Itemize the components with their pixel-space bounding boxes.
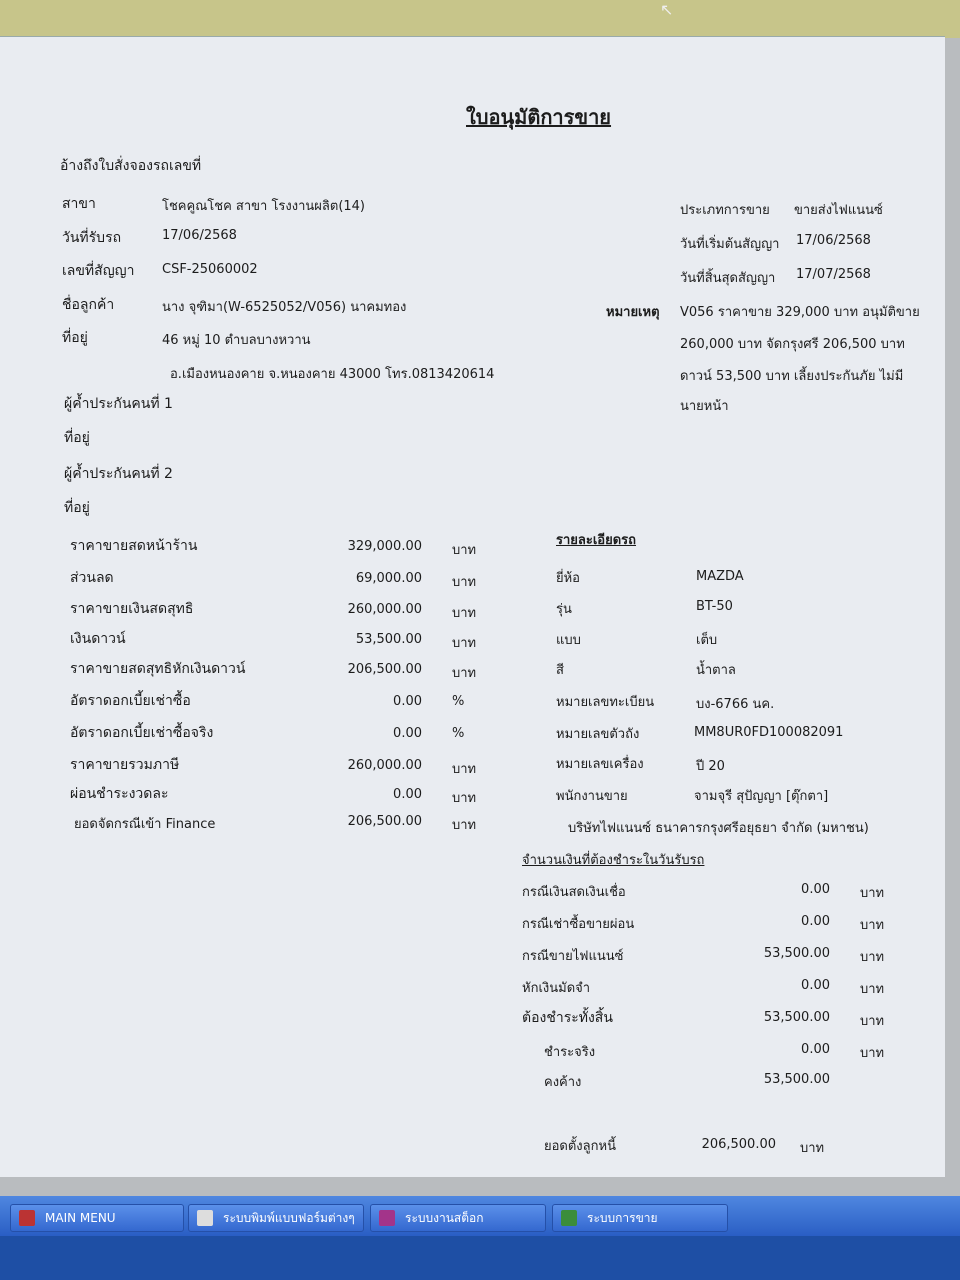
price-row-value: 53,500.00	[355, 632, 422, 647]
pay-row-value: 0.00	[801, 1042, 830, 1057]
price-row-label: ราคาขายสดหน้าร้าน	[70, 538, 198, 554]
car-row-value: เต็บ	[696, 633, 718, 648]
guarantor1-address-label: ที่อยู่	[64, 430, 90, 446]
guarantor2-label: ผู้ค้ำประกันคนที่ 2	[64, 466, 173, 482]
debt-unit: บาท	[800, 1141, 825, 1156]
price-row-value: 260,000.00	[347, 602, 422, 617]
receive-date-value: 17/06/2568	[162, 228, 237, 243]
pay-row-unit: บาท	[860, 982, 885, 997]
document-page	[0, 36, 945, 1177]
pay-row-label: คงค้าง	[544, 1075, 582, 1090]
price-row-label: อัตราดอกเบี้ยเช่าซื้อจริง	[70, 725, 214, 741]
price-row-unit: บาท	[452, 575, 477, 590]
branch-value: โชคคูณโชค สาขา โรงงานผลิต(14)	[162, 199, 366, 214]
sale-type-label: ประเภทการขาย	[680, 203, 770, 218]
pay-row-label: หักเงินมัดจำ	[522, 981, 591, 996]
car-row-label: แบบ	[556, 633, 581, 648]
price-row-unit: บาท	[452, 762, 477, 777]
contract-start-value: 17/06/2568	[796, 233, 871, 248]
pay-row-label: กรณีเช่าซื้อขายผ่อน	[522, 917, 635, 932]
car-row-value: จามจุรี สุปัญญา [ตุ๊กตา]	[694, 789, 829, 804]
pay-row-value: 0.00	[801, 978, 830, 993]
car-row-value: ปี 20	[696, 759, 725, 774]
car-row-value: BT-50	[696, 599, 733, 614]
price-row-value: 0.00	[393, 694, 422, 709]
car-details-title: รายละเอียดรถ	[556, 533, 637, 548]
car-row-label: ยี่ห้อ	[556, 571, 580, 586]
debt-value: 206,500.00	[701, 1137, 776, 1152]
pay-row-unit: บาท	[860, 918, 885, 933]
document-title: ใบอนุมัติการขาย	[466, 105, 612, 129]
spreadsheet-icon	[561, 1210, 577, 1226]
receive-date-label: วันที่รับรถ	[62, 230, 122, 246]
guarantor1-label: ผู้ค้ำประกันคนที่ 1	[64, 396, 173, 412]
taskbar-sales-system[interactable]	[552, 1204, 728, 1232]
price-row-unit: %	[452, 694, 465, 709]
customer-name-value: นาง จุฑิมา(W-6525052/V056) นาคมทอง	[162, 300, 407, 315]
remark-line: V056 ราคาขาย 329,000 บาท อนุมัติขาย	[680, 305, 920, 320]
price-row-unit: บาท	[452, 666, 477, 681]
price-row-unit: บาท	[452, 818, 477, 833]
car-row-label: หมายเลขทะเบียน	[556, 695, 655, 710]
sale-type-value: ขายส่งไฟแนนซ์	[794, 203, 883, 218]
taskbar-item-label: ระบบงานสต็อก	[405, 1211, 484, 1225]
car-row-label: หมายเลขเครื่อง	[556, 757, 644, 772]
pay-row-value: 0.00	[801, 914, 830, 929]
debt-label: ยอดตั้งลูกหนี้	[544, 1139, 616, 1154]
pay-row-value: 53,500.00	[763, 1072, 830, 1087]
car-row-label: สี	[556, 663, 564, 678]
car-row-value: น้ำตาล	[696, 663, 736, 678]
price-row-value: 0.00	[393, 726, 422, 741]
taskbar-main-menu[interactable]	[10, 1204, 184, 1232]
address-label: ที่อยู่	[62, 330, 88, 346]
mouse-cursor-icon: ↖	[660, 0, 674, 19]
contract-start-label: วันที่เริ่มต้นสัญญา	[680, 237, 780, 252]
remark-label: หมายเหตุ	[606, 305, 660, 320]
pay-row-label: ต้องชำระทั้งสิ้น	[522, 1010, 613, 1026]
price-row-value: 206,500.00	[347, 814, 422, 829]
price-row-label: ราคาขายสดสุทธิหักเงินดาวน์	[70, 661, 246, 677]
pay-row-label: กรณีขายไฟแนนซ์	[522, 949, 624, 964]
pay-row-value: 53,500.00	[763, 946, 830, 961]
contract-no-value: CSF-25060002	[162, 262, 258, 277]
remark-line: ดาวน์ 53,500 บาท เลี้ยงประกันภัย ไม่มี	[680, 369, 904, 384]
price-row-label: ยอดจัดกรณีเข้า Finance	[74, 817, 216, 832]
price-row-label: อัตราดอกเบี้ยเช่าซื้อ	[70, 693, 191, 709]
taskbar-item-label: ระบบพิมพ์แบบฟอร์มต่างๆ	[223, 1211, 355, 1225]
price-row-unit: %	[452, 726, 465, 741]
car-row-value: บง-6766 นค.	[696, 697, 775, 712]
payment-section-title: จำนวนเงินที่ต้องชำระในวันรับรถ	[522, 853, 705, 868]
price-row-label: ผ่อนชำระงวดละ	[70, 786, 169, 802]
price-row-unit: บาท	[452, 636, 477, 651]
taskbar-item-label: MAIN MENU	[45, 1211, 116, 1225]
pay-row-unit: บาท	[860, 1046, 885, 1061]
contract-end-value: 17/07/2568	[796, 267, 871, 282]
contract-no-label: เลขที่สัญญา	[62, 263, 135, 279]
document-icon	[197, 1210, 213, 1226]
pay-row-label: กรณีเงินสดเงินเชื่อ	[522, 885, 626, 900]
window-title-band	[0, 0, 960, 38]
taskbar-stock-system[interactable]	[370, 1204, 546, 1232]
price-row-label: เงินดาวน์	[70, 631, 126, 647]
car-row-label: รุ่น	[556, 602, 572, 617]
pay-row-unit: บาท	[860, 886, 885, 901]
pay-row-label: ชำระจริง	[544, 1045, 596, 1060]
remark-line: นายหน้า	[680, 399, 729, 414]
price-row-unit: บาท	[452, 606, 477, 621]
taskbar	[0, 1196, 960, 1280]
pay-row-unit: บาท	[860, 950, 885, 965]
taskbar-item-label: ระบบการขาย	[587, 1211, 658, 1225]
price-row-label: ราคาขายเงินสดสุทธิ	[70, 601, 194, 617]
taskbar-print-forms[interactable]	[188, 1204, 364, 1232]
pay-row-unit: บาท	[860, 1014, 885, 1029]
remark-line: 260,000 บาท จัดกรุงศรี 206,500 บาท	[680, 337, 905, 352]
car-row-label: พนักงานขาย	[556, 789, 628, 804]
price-row-unit: บาท	[452, 543, 477, 558]
car-row-label: หมายเลขตัวถัง	[556, 727, 640, 742]
finance-company: บริษัทไฟแนนซ์ ธนาคารกรุงศรีอยุธยา จำกัด (มหาชน)	[568, 821, 869, 836]
contract-end-label: วันที่สิ้นสุดสัญญา	[680, 271, 776, 286]
price-row-value: 69,000.00	[355, 571, 422, 586]
address-line2: อ.เมืองหนองคาย จ.หนองคาย 43000 โทร.0813420614	[170, 367, 495, 382]
price-row-label: ส่วนลด	[70, 570, 114, 586]
pay-row-value: 0.00	[801, 882, 830, 897]
app-icon	[19, 1210, 35, 1226]
customer-name-label: ชื่อลูกค้า	[62, 297, 115, 313]
price-row-value: 260,000.00	[347, 758, 422, 773]
reference-label: อ้างถึงใบสั่งจองรถเลขที่	[60, 158, 202, 174]
address-line1: 46 หมู่ 10 ตำบลบางหวาน	[162, 333, 311, 348]
price-row-value: 206,500.00	[347, 662, 422, 677]
branch-label: สาขา	[62, 196, 96, 212]
price-row-label: ราคาขายรวมภาษี	[70, 757, 180, 773]
pay-row-value: 53,500.00	[763, 1010, 830, 1025]
guarantor2-address-label: ที่อยู่	[64, 500, 90, 516]
price-row-value: 0.00	[393, 787, 422, 802]
car-row-value: MM8UR0FD100082091	[694, 725, 844, 740]
car-row-value: MAZDA	[696, 569, 744, 584]
app-icon	[379, 1210, 395, 1226]
price-row-value: 329,000.00	[347, 539, 422, 554]
price-row-unit: บาท	[452, 791, 477, 806]
